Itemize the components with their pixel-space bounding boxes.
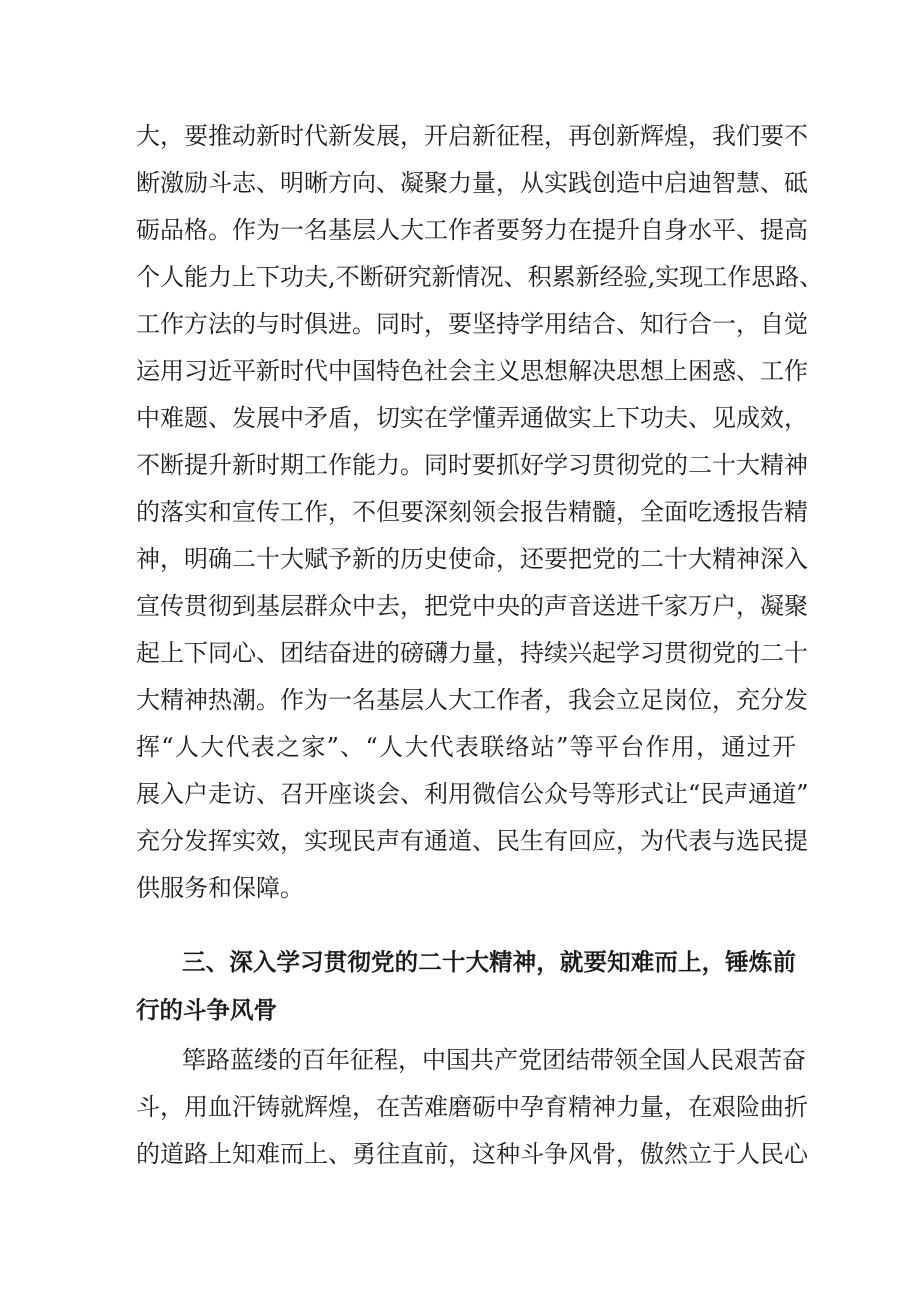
body-text-line: 挥“人大代表之家”、“人大代表联络站”等平台作用，通过开 (136, 733, 796, 761)
body-text-line: 中难题、发展中矛盾，切实在学懂弄通做实上下功夫、见成效， (136, 404, 808, 432)
body-text-line: 的道路上知难而上、勇往直前，这种斗争风骨，傲然立于人民心 (136, 1140, 808, 1168)
body-text-line: 供服务和保障。 (136, 874, 304, 902)
body-text-line: 充分发挥实效，实现民声有通道、民生有回应，为代表与选民提 (136, 827, 808, 855)
body-text-line: 起上下同心、团结奋进的磅礴力量，持续兴起学习贯彻党的二十 (136, 639, 808, 667)
body-text-line: 个人能力上下功夫,不断研究新情况、积累新经验,实现工作思路、 (136, 263, 824, 291)
body-text-line: 不断提升新时期工作能力。同时要抓好学习贯彻党的二十大精神 (136, 451, 808, 479)
body-text-line: 砺品格。作为一名基层人大工作者要努力在提升自身水平、提高 (136, 216, 808, 244)
section-heading-line: 三、深入学习贯彻党的二十大精神，就要知难而上，锤炼前 (182, 948, 796, 976)
body-text-line: 斗，用血汗铸就辉煌，在苦难磨砺中孕育精神力量，在艰险曲折 (136, 1093, 808, 1121)
body-text-line: 大，要推动新时代新发展，开启新征程，再创新辉煌，我们要不 (136, 122, 808, 150)
body-text-line: 筚路蓝缕的百年征程，中国共产党团结带领全国人民艰苦奋 (182, 1046, 806, 1074)
body-text-line: 的落实和宣传工作，不但要深刻领会报告精髓，全面吃透报告精 (136, 498, 808, 526)
body-text-line: 宣传贯彻到基层群众中去，把党中央的声音送进千家万户，凝聚 (136, 592, 808, 620)
body-text-line: 工作方法的与时俱进。同时，要坚持学用结合、知行合一，自觉 (136, 310, 808, 338)
body-text-line: 断激励斗志、明晰方向、凝聚力量，从实践创造中启迪智慧、砥 (136, 169, 808, 197)
body-text-line: 大精神热潮。作为一名基层人大工作者，我会立足岗位，充分发 (136, 686, 808, 714)
body-text-line: 神，明确二十大赋予新的历史使命，还要把党的二十大精神深入 (136, 545, 808, 573)
body-text-line: 运用习近平新时代中国特色社会主义思想解决思想上困惑、工作 (136, 357, 808, 385)
body-text-line: 展入户走访、召开座谈会、利用微信公众号等形式让“民声通道” (136, 780, 809, 808)
section-heading-line: 行的斗争风骨 (136, 996, 277, 1024)
